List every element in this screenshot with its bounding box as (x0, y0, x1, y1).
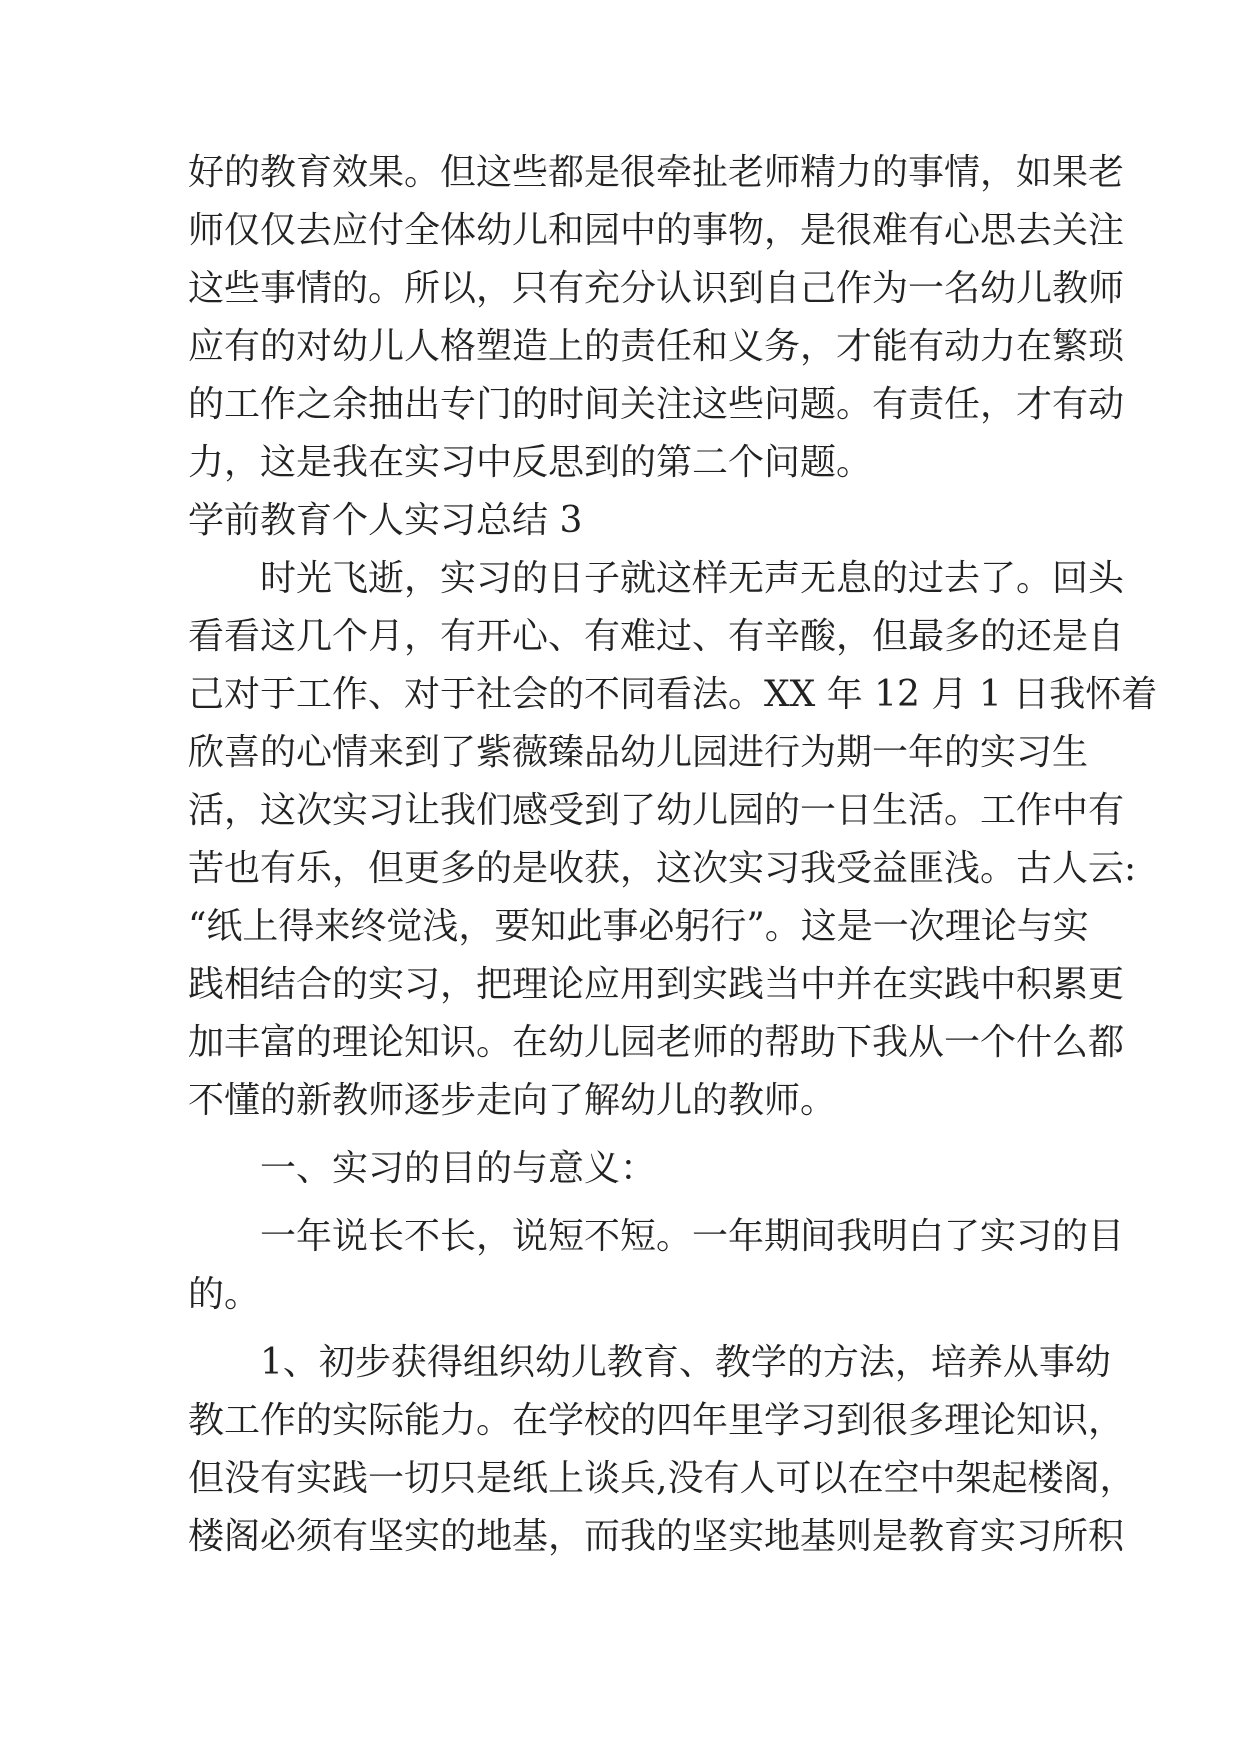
paragraph-line: 一年说长不长，说短不短。一年期间我明白了实习的目 (260, 1216, 1125, 1257)
paragraph-line: 的工作之余抽出专门的时间关注这些问题。有责任，才有动 (188, 384, 1125, 425)
paragraph-line: 教工作的实际能力。在学校的四年里学习到很多理论知识， (188, 1400, 1125, 1441)
paragraph-line: 但没有实践一切只是纸上谈兵,没有人可以在空中架起楼阁， (188, 1458, 1136, 1499)
paragraph-line: 苦也有乐，但更多的是收获，这次实习我受益匪浅。古人云: (188, 848, 1137, 889)
paragraph-line: 不懂的新教师逐步走向了解幼儿的教师。 (188, 1080, 837, 1121)
paragraph-line: “纸上得来终觉浅，要知此事必躬行”。这是一次理论与实 (188, 906, 1089, 947)
paragraph-line: 加丰富的理论知识。在幼儿园老师的帮助下我从一个什么都 (188, 1022, 1125, 1063)
section-heading: 学前教育个人实习总结 3 (188, 500, 583, 541)
paragraph-line: 时光飞逝，实习的日子就这样无声无息的过去了。回头 (260, 558, 1125, 599)
paragraph-line: 的。 (188, 1274, 261, 1315)
paragraph-line: 践相结合的实习，把理论应用到实践当中并在实践中积累更 (188, 964, 1125, 1005)
paragraph-line: 力，这是我在实习中反思到的第二个问题。 (188, 442, 873, 483)
paragraph-line: 欣喜的心情来到了紫薇臻品幼儿园进行为期一年的实习生 (188, 732, 1089, 773)
paragraph-line: 应有的对幼儿人格塑造上的责任和义务，才能有动力在繁琐 (188, 326, 1125, 367)
subheading: 一、实习的目的与意义： (260, 1148, 657, 1189)
paragraph-line: 己对于工作、对于社会的不同看法。XX 年 12 月 1 日我怀着 (188, 674, 1158, 715)
paragraph-line: 好的教育效果。但这些都是很牵扯老师精力的事情，如果老 (188, 152, 1125, 193)
paragraph-line: 楼阁必须有坚实的地基，而我的坚实地基则是教育实习所积 (188, 1516, 1125, 1557)
paragraph-line: 活，这次实习让我们感受到了幼儿园的一日生活。工作中有 (188, 790, 1125, 831)
paragraph-line: 1、初步获得组织幼儿教育、教学的方法，培养从事幼 (260, 1342, 1111, 1383)
paragraph-line: 师仅仅去应付全体幼儿和园中的事物，是很难有心思去关注 (188, 210, 1125, 251)
paragraph-line: 这些事情的。所以，只有充分认识到自己作为一名幼儿教师 (188, 268, 1125, 309)
paragraph-line: 看看这几个月，有开心、有难过、有辛酸，但最多的还是自 (188, 616, 1125, 657)
